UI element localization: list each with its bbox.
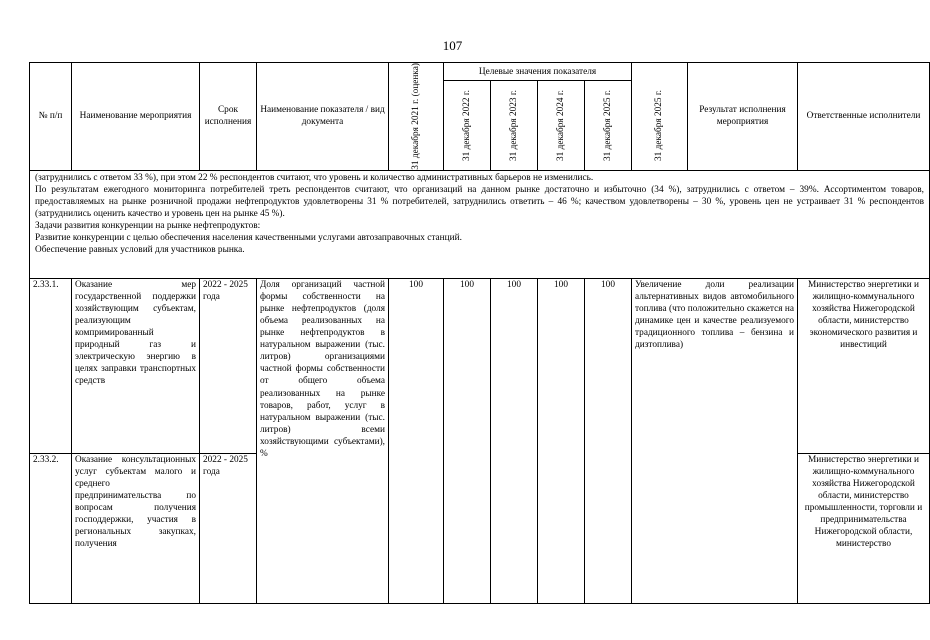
row-event: Оказание мер государственной поддержки хозяйствующим субъектам, реализующим компримированный природный газ и электрическую энергию в целях заправки транспортных средств: [72, 278, 200, 453]
row-value-2025: 100: [585, 278, 632, 603]
header-event: Наименование мероприятия: [72, 63, 200, 171]
row-result: Увеличение доли реализации альтернативных видов автомобильного топлива (что положительно скажется на динамике цен и качестве реализуемого традиционного топлива – бензина и дизтоплива): [632, 278, 798, 603]
header-term: Срок исполнения: [200, 63, 257, 171]
header-2023: 31 декабря 2023 г.: [491, 81, 538, 170]
header-result: Результат исполнения мероприятия: [688, 63, 798, 171]
header-targets: Целевые значения показателя: [444, 63, 632, 81]
note-line: По результатам ежегодного мониторинга потребителей треть респондентов считают, что организаций на данном рынке достаточно и избыточно (34 %), затруднились с ответом – 39%. Ассортиментом товаров, предоставляемых на рынке розничной продажи нефтепродуктов удовлетворены 31 % потребителей, затруднились ответить – 46 %; качеством удовлетворены – 30 %, уровень цен не устраивает 31 % респондентов (затруднились оценить качество и уровень цен на рынке 45 %).: [35, 184, 924, 219]
header-num: № п/п: [30, 63, 72, 171]
row-responsible: Министерство энергетики и жилищно-коммунального хозяйства Нижегородской области, министерство экономического развития и инвестиций: [798, 278, 930, 453]
note-line: Обеспечение равных условий для участников рынка.: [35, 245, 245, 256]
note-line: Развитие конкуренции с целью обеспечения населения качественными услугами автозаправочных станций.: [35, 233, 462, 244]
header-indicator: Наименование показателя / вид документа: [257, 63, 389, 171]
table-row: [30, 278, 930, 453]
row-value-2022: 100: [444, 278, 491, 603]
measures-table: [29, 62, 930, 604]
note-line: (затруднились с ответом 33 %), при этом 22 % респондентов считают, что уровень и количество административных барьеров не изменились.: [35, 172, 594, 183]
row-term: 2022 - 2025 года: [200, 278, 257, 453]
row-num: 2.33.2.: [30, 453, 72, 603]
header-responsible: Ответственные исполнители: [798, 63, 930, 171]
row-responsible: Министерство энергетики и жилищно-коммунального хозяйства Нижегородской области, министерство промышленности, торговли и предпринимательства Нижегородской области, министерство: [798, 453, 930, 603]
row-term: 2022 - 2025 года: [200, 453, 257, 603]
page-number: 107: [442, 38, 463, 53]
context-note: [30, 170, 930, 278]
row-num: 2.33.1.: [30, 278, 72, 453]
header-2021: 31 декабря 2021 г. (оценка): [389, 63, 444, 171]
header-2022: 31 декабря 2022 г.: [444, 81, 491, 170]
row-value-2023: 100: [491, 278, 538, 603]
row-value-2024: 100: [538, 278, 585, 603]
header-2024: 31 декабря 2024 г.: [538, 81, 585, 170]
row-indicator: Доля организаций частной формы собственности на рынке нефтепродуктов (доля объема реализованных на рынке нефтепродуктов в натуральном выражении (тыс. литров) организациями частной формы собственности от общего объема реализованных на рынке товаров, работ, услуг в натуральном выражении (тыс. литров) всеми хозяйствующими субъектами), %: [257, 278, 389, 603]
row-value-2021: 100: [389, 278, 444, 603]
header-2025b: 31 декабря 2025 г.: [632, 81, 688, 170]
header-2025: 31 декабря 2025 г.: [585, 81, 632, 170]
note-line: Задачи развития конкуренции на рынке нефтепродуктов:: [35, 221, 261, 232]
row-event: Оказание консультационных услуг субъектам малого и среднего предпринимательства по вопросам получения господдержки, участия в региональных закупках, получения: [72, 453, 200, 603]
